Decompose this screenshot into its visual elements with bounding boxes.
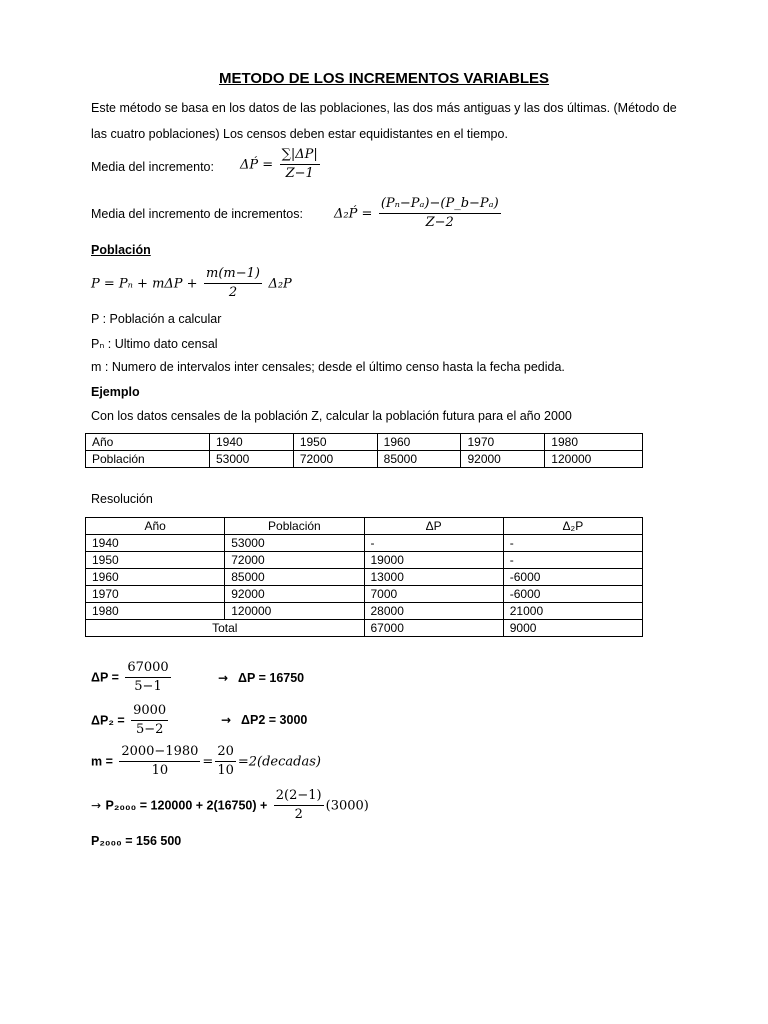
table-cell: 53000 (225, 535, 364, 552)
media-incremento-label: Media del incremento: (91, 160, 214, 174)
m-lhs: m = (91, 754, 113, 769)
media-inc-inc-fraction (379, 196, 501, 231)
media-incremento-lhs: ΔṔ = (240, 157, 274, 173)
table-header: Δ₂P (503, 518, 642, 535)
delta-p-lhs: ΔP = (91, 670, 119, 685)
arrow-right-icon: → (221, 713, 232, 727)
m-fraction-1 (119, 744, 200, 779)
table-cell: 120000 (225, 603, 364, 620)
media-incremento-formula (240, 147, 322, 182)
p2000-fraction (274, 788, 324, 823)
table-cell: - (503, 552, 642, 569)
fraction-denominator: 5−2 (135, 722, 164, 737)
table-header: ΔP (364, 518, 503, 535)
ejemplo-text: Con los datos censales de la población Z, calcular la población futura para el año 2000 (91, 409, 572, 423)
table-total-row (86, 620, 643, 637)
table-row (86, 569, 643, 586)
fraction-numerator: 2000−1980 (119, 744, 200, 762)
p2000-calc (91, 788, 369, 823)
definition-pn: Pₙ : Ultimo dato censal (91, 337, 218, 351)
p2000-expression: P₂₀₀₀ = 120000 + 2(16750) + (105, 798, 268, 813)
definition-m: m : Numero de intervalos inter censales; desde el último censo hasta la fecha pedida. (91, 360, 565, 374)
delta-p2-lhs: ΔP₂ = (91, 713, 125, 728)
fraction-denominator: Z−1 (285, 166, 314, 181)
table-row (86, 552, 643, 569)
fraction-denominator: 10 (151, 763, 169, 778)
table-cell: 13000 (364, 569, 503, 586)
table-cell: 1940 (209, 434, 293, 451)
media-incremento-fraction (280, 147, 320, 182)
fraction-denominator: 2 (228, 285, 238, 300)
table-header: Población (225, 518, 364, 535)
table-row (86, 586, 643, 603)
table-cell: 53000 (209, 451, 293, 468)
table-row (86, 603, 643, 620)
poblacion-formula-fraction (204, 266, 262, 301)
p2000-tail: (3000) (325, 798, 369, 814)
fraction-denominator: 2 (294, 807, 303, 822)
ejemplo-heading: Ejemplo (91, 385, 140, 399)
table-cell: 1960 (377, 434, 461, 451)
table-cell: 120000 (545, 451, 643, 468)
fraction-numerator: ∑|ΔP| (280, 147, 320, 165)
total-delta2-p: 9000 (503, 620, 642, 637)
table-cell: 1970 (461, 434, 545, 451)
definition-p: P : Población a calcular (91, 312, 222, 326)
total-delta-p: 67000 (364, 620, 503, 637)
table-cell: 28000 (364, 603, 503, 620)
table-cell: 1980 (545, 434, 643, 451)
table-cell: - (364, 535, 503, 552)
fraction-denominator: 10 (217, 763, 234, 778)
media-inc-inc-label: Media del incremento de incrementos: (91, 207, 303, 221)
fraction-numerator: m(m−1) (204, 266, 262, 284)
table-cell: -6000 (503, 569, 642, 586)
delta-p-result (218, 671, 304, 685)
table-cell: 1970 (86, 586, 225, 603)
table-cell: 92000 (461, 451, 545, 468)
table-cell: 21000 (503, 603, 642, 620)
fraction-numerator: 67000 (125, 660, 170, 678)
table-cell: 1950 (293, 434, 377, 451)
delta-p2-result (221, 713, 307, 727)
arrow-right-icon: → (91, 798, 102, 813)
table-cell: 1980 (86, 603, 225, 620)
resolution-table (85, 517, 643, 637)
table-row-year (86, 434, 643, 451)
table-cell: 72000 (293, 451, 377, 468)
arrow-right-icon: → (218, 671, 229, 685)
table-cell: Población (86, 451, 210, 468)
table-cell: -6000 (503, 586, 642, 603)
media-inc-inc-formula (334, 196, 503, 231)
fraction-numerator: 2(2−1) (274, 788, 324, 806)
media-inc-inc-lhs: Δ₂Ṕ = (334, 206, 373, 222)
table-cell: 1940 (86, 535, 225, 552)
fraction-numerator: 9000 (131, 703, 168, 721)
delta-p2-calc (91, 703, 170, 738)
delta-p-calc (91, 660, 173, 695)
p2000-final-result: P₂₀₀₀ = 156 500 (91, 834, 182, 848)
fraction-denominator: Z−2 (425, 215, 454, 230)
table-cell: 92000 (225, 586, 364, 603)
m-result: =2(decadas) (237, 754, 321, 770)
poblacion-formula-lhs: P = Pₙ + mΔP + (91, 276, 198, 292)
table-cell: 19000 (364, 552, 503, 569)
delta-p-fraction (125, 660, 170, 695)
table-cell: Año (86, 434, 210, 451)
table-cell: 1950 (86, 552, 225, 569)
table-cell: - (503, 535, 642, 552)
table-cell: 7000 (364, 586, 503, 603)
total-label: Total (86, 620, 365, 637)
table-cell: 85000 (225, 569, 364, 586)
poblacion-heading: Población (91, 243, 151, 257)
m-fraction-2 (215, 744, 236, 779)
census-data-table (85, 433, 643, 468)
table-cell: 1960 (86, 569, 225, 586)
page-title: METODO DE LOS INCREMENTOS VARIABLES (218, 70, 550, 87)
fraction-denominator: 5−1 (134, 679, 162, 694)
table-cell: 72000 (225, 552, 364, 569)
m-calc: m = $\frac{2000-1980}{10}$ = $\frac{20}{10}$ =2(decadas) (91, 744, 321, 778)
table-row-population (86, 451, 643, 468)
delta-p2-result-text: ΔP2 = 3000 (241, 713, 308, 727)
fraction-numerator: 20 (215, 744, 236, 762)
table-header-row (86, 518, 643, 535)
table-cell: 85000 (377, 451, 461, 468)
delta-p2-fraction (131, 703, 168, 738)
fraction-numerator: (Pₙ−Pₐ)−(P_b−Pₐ) (379, 196, 501, 214)
resolucion-heading: Resolución (91, 492, 153, 506)
poblacion-formula (91, 266, 292, 301)
intro-paragraph: Este método se basa en los datos de las poblaciones, las dos más antiguas y las dos últimas. (Método de las cuatro poblaciones) Los censos deben estar equidistantes en el tiempo. (91, 101, 677, 141)
table-row (86, 535, 643, 552)
table-header: Año (86, 518, 225, 535)
poblacion-formula-rhs: Δ₂P (268, 276, 292, 292)
delta-p-result-text: ΔP = 16750 (238, 671, 305, 685)
